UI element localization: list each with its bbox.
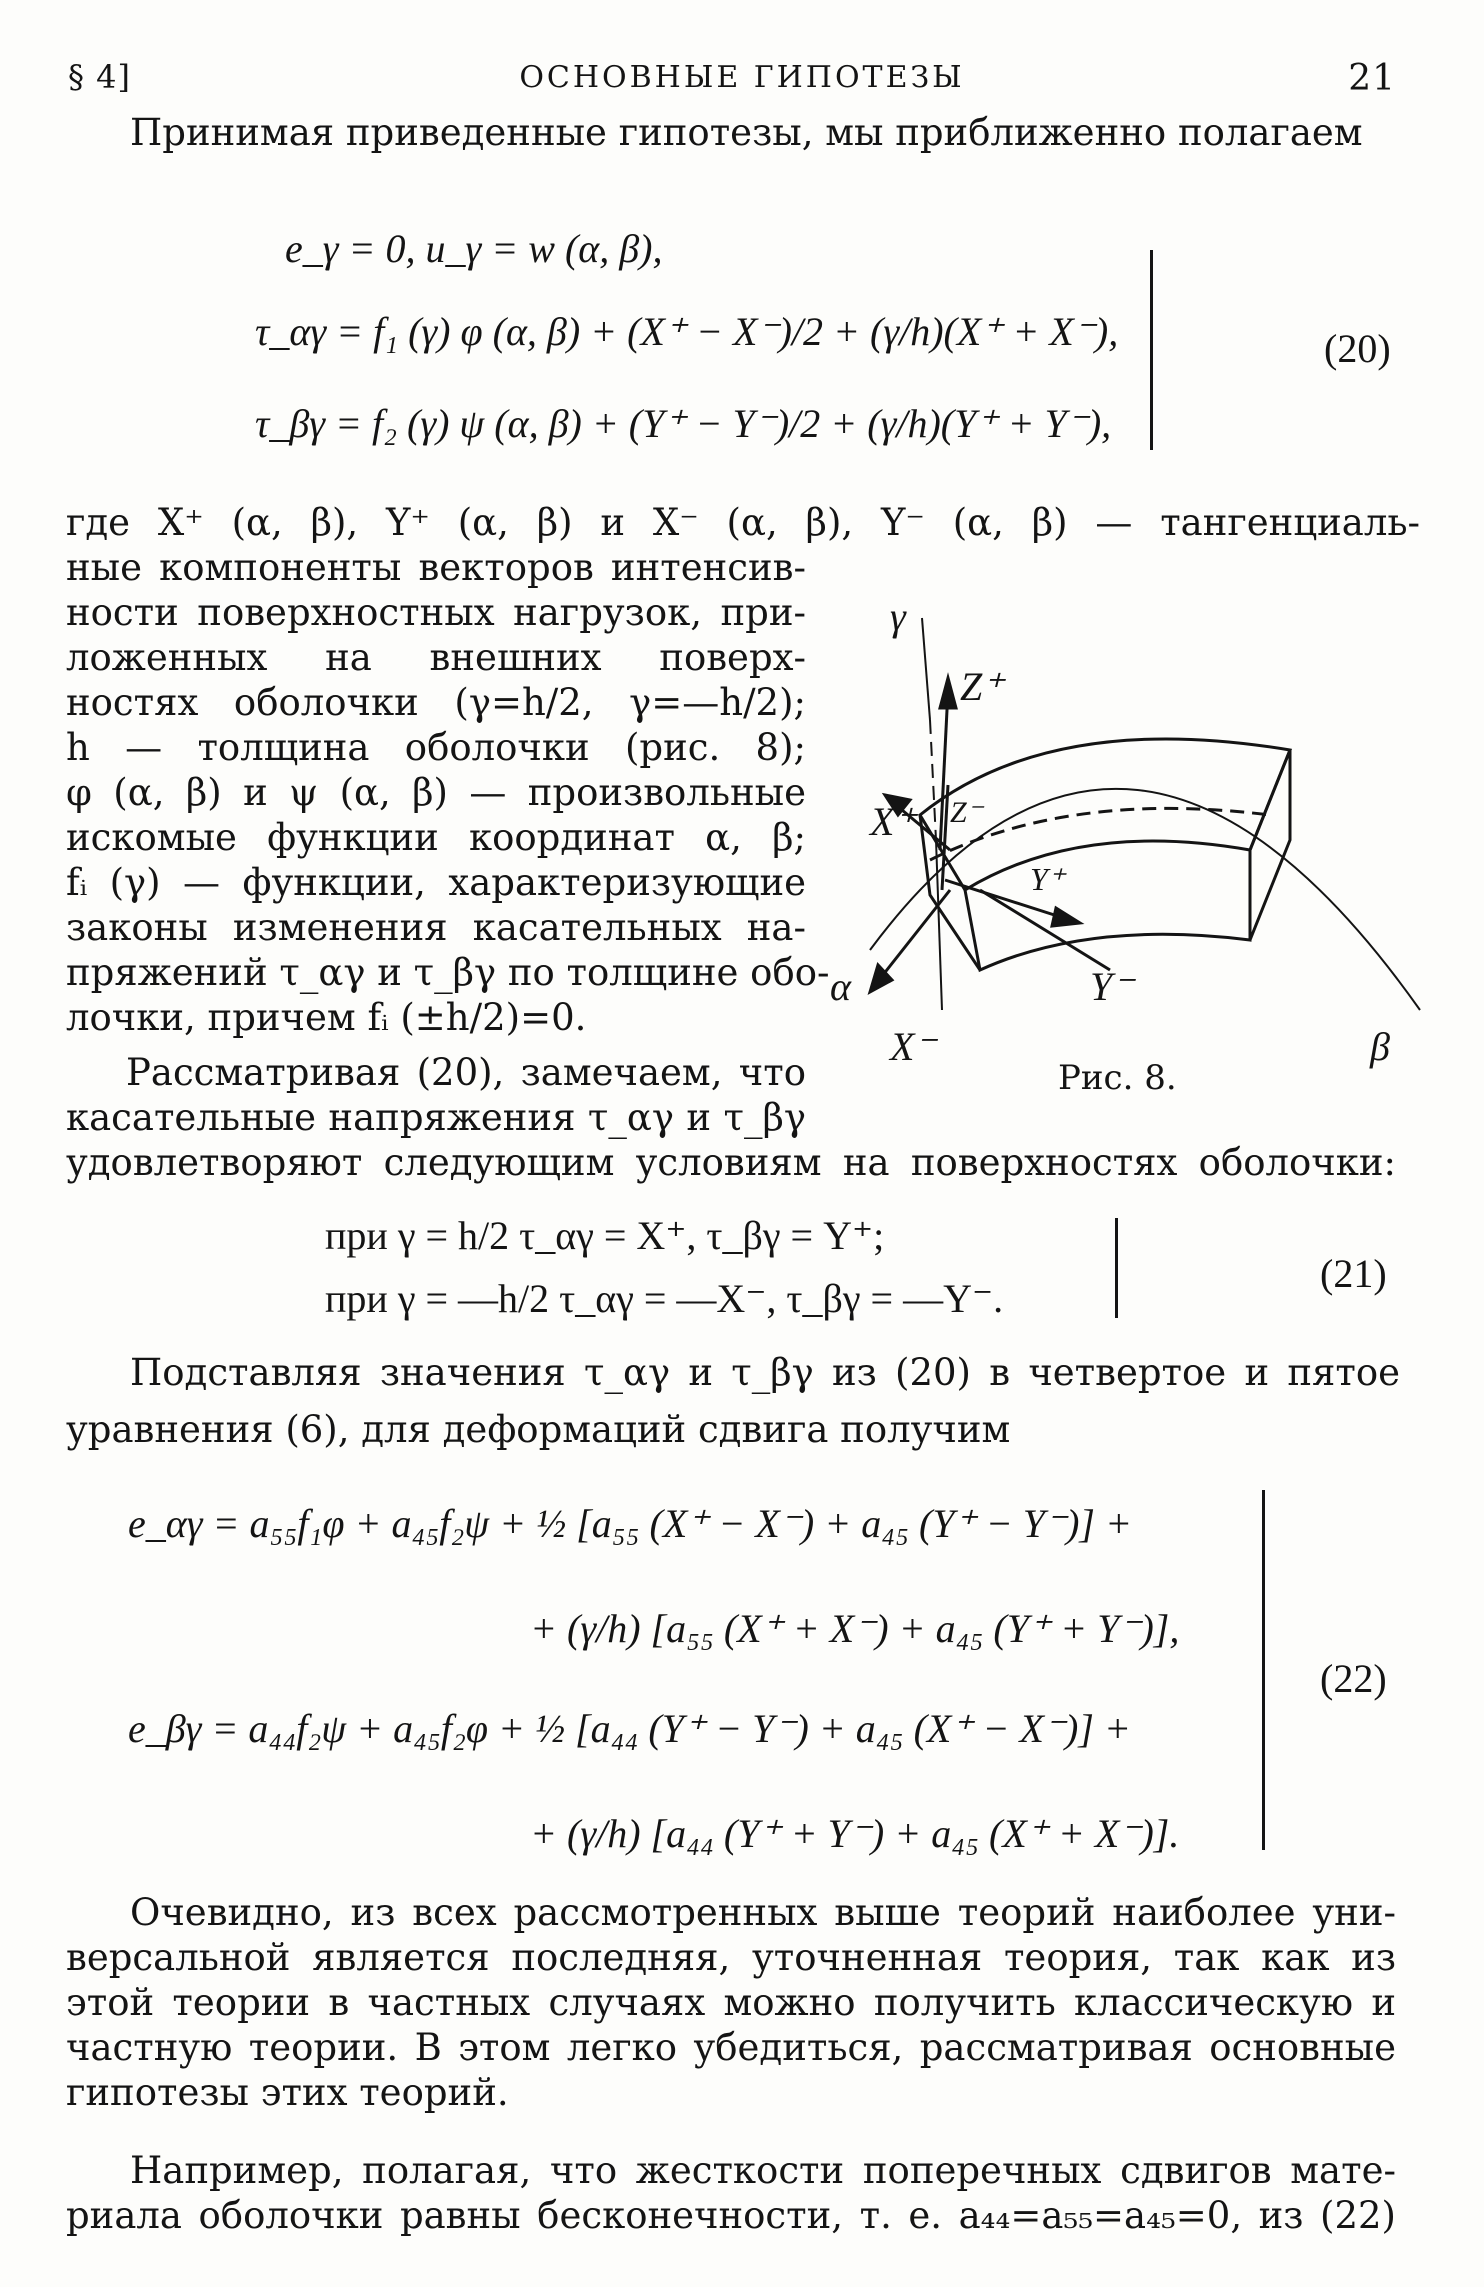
text-line: ностях оболочки (γ=h/2, γ=—h/2);: [66, 681, 806, 724]
equation-22-line-4: + (γ/h) [a₄₄ (Y⁺ + Y⁻) + a₄₅ (X⁺ + X⁻)].: [530, 1811, 1180, 1856]
y-minus-arrow: [980, 890, 1110, 970]
figure-caption: Рис. 8.: [1058, 1058, 1177, 1098]
paragraph-substituting-cont: [66, 1407, 1396, 1452]
normal-axis-lower: [936, 840, 942, 1010]
label-gamma: γ: [890, 594, 906, 639]
text-line: касательные напряжения τ_αγ и τ_βγ: [66, 1096, 806, 1139]
paragraph-considering-cont: [66, 1095, 806, 1140]
paragraph-where-column: [66, 545, 830, 1040]
text-line: пряжений τ_αγ и τ_βγ по толщине обо-: [66, 951, 830, 994]
figure-8-shell-element: [830, 590, 1430, 1090]
paragraph-obviously: [66, 1890, 1396, 2115]
equation-20-line-2: τ_αγ = f₁ (γ) φ (α, β) + (X⁺ − X⁻)/2 + (γ/h)(X⁺ + X⁻),: [255, 309, 1119, 354]
equation-22-line-2: + (γ/h) [a₅₅ (X⁺ + X⁻) + a₄₅ (Y⁺ + Y⁻)],: [530, 1606, 1180, 1651]
text-line: ложенных на внешних поверх-: [66, 636, 806, 679]
text-line: fᵢ (γ) — функции, характеризующие: [66, 861, 806, 904]
text-line: законы изменения касательных на-: [66, 906, 806, 949]
paragraph-for-example: [66, 2148, 1396, 2238]
text-line: Рассматривая (20), замечаем, что: [126, 1051, 806, 1094]
equation-22-number: (22): [1320, 1656, 1387, 1701]
equation-20-line-3: τ_βγ = f₂ (γ) ψ (α, β) + (Y⁺ − Y⁻)/2 + (γ/h)(Y⁺ + Y⁻),: [255, 401, 1112, 446]
text-line: h — толщина оболочки (рис. 8);: [66, 726, 806, 769]
equation-21-line-2: при γ = —h/2 τ_αγ = —X⁻, τ_βγ = —Y⁻.: [325, 1276, 1004, 1321]
block-bottom-edge: [920, 815, 980, 970]
text-line: этой теории в частных случаях можно получить классическую и: [66, 1981, 1396, 2024]
text-line: Подставляя значения τ_αγ и τ_βγ из (20) в четвертое и пятое: [130, 1351, 1400, 1394]
gamma-axis: [922, 618, 930, 720]
normal-axis-dashed: [930, 720, 936, 840]
z-plus-arrowhead: [940, 678, 956, 708]
text-line: искомые функции координат α, β;: [66, 816, 806, 859]
text-line: гипотезы этих теорий.: [66, 2071, 509, 2114]
text-line: где X⁺ (α, β), Y⁺ (α, β) и X⁻ (α, β), Y⁻ (α, β) — тангенциаль-: [66, 501, 1420, 544]
equation-22-line-3: e_βγ = a₄₄f₂ψ + a₄₅f₂φ + ½ [a₄₄ (Y⁺ − Y⁻) + a₄₅ (X⁺ − X⁻)] +: [128, 1706, 1131, 1751]
label-x-plus: X⁺: [870, 799, 916, 844]
paragraph-substituting: [130, 1350, 1400, 1395]
text-line: Например, полагая, что жесткости поперечных сдвигов мате-: [130, 2149, 1396, 2192]
section-marker: § 4]: [68, 58, 132, 96]
label-y-minus: Y⁻: [1090, 964, 1134, 1009]
text-line: φ (α, β) и ψ (α, β) — произвольные: [66, 771, 806, 814]
label-y-plus: Y⁺: [1030, 861, 1065, 897]
equation-22-line-1: e_αγ = a₅₅f₁φ + a₄₅f₂ψ + ½ [a₅₅ (X⁺ − X⁻) + a₄₅ (Y⁺ − Y⁻)] +: [128, 1501, 1132, 1546]
text-line: удовлетворяют следующим условиям на поверхностях оболочки:: [66, 1141, 1396, 1184]
equation-21-number: (21): [1320, 1251, 1387, 1296]
text-line: версальной является последняя, уточненная теория, так как из: [66, 1936, 1396, 1979]
equation-21-brace: [1115, 1218, 1118, 1318]
y-plus-arrowhead: [1052, 908, 1080, 926]
text-line: Очевидно, из всех рассмотренных выше теорий наиболее уни-: [130, 1891, 1396, 1934]
label-z-minus: Z⁻: [950, 796, 983, 829]
equation-21-line-1: при γ = h/2 τ_αγ = X⁺, τ_βγ = Y⁺;: [325, 1213, 885, 1258]
text-line: уравнения (6), для деформаций сдвига получим: [66, 1408, 1011, 1451]
paragraph-considering-end: [66, 1140, 1396, 1185]
paragraph-intro: [130, 110, 1420, 155]
running-title: ОСНОВНЫЕ ГИПОТЕЗЫ: [519, 60, 965, 95]
equation-20-number: (20): [1324, 326, 1391, 371]
paragraph-where-full: [66, 500, 1420, 545]
paragraph-considering: [126, 1050, 806, 1095]
label-x-minus: X⁻: [890, 1024, 936, 1069]
page-number: 21: [1348, 58, 1396, 99]
equation-20-brace: [1150, 250, 1153, 450]
label-beta: β: [1370, 1024, 1390, 1069]
label-z-plus: Z⁺: [960, 664, 1004, 709]
label-alpha: α: [830, 964, 851, 1009]
text-line: риала оболочки равны бесконечности, т. е. a₄₄=a₅₅=a₄₅=0, из (22): [66, 2194, 1396, 2237]
text-line: лочки, причем fᵢ (±h/2)=0.: [66, 996, 587, 1039]
text-line: частную теории. В этом легко убедиться, рассматривая основные: [66, 2026, 1396, 2069]
block-side-face: [1250, 750, 1290, 940]
equation-20-line-1: e_γ = 0, u_γ = w (α, β),: [285, 226, 663, 271]
text-line: ные компоненты векторов интенсив-: [66, 546, 806, 589]
equation-22-brace: [1262, 1490, 1265, 1850]
text-line: ности поверхностных нагрузок, при-: [66, 591, 806, 634]
text-line: Принимая приведенные гипотезы, мы приближенно полагаем: [130, 111, 1363, 154]
